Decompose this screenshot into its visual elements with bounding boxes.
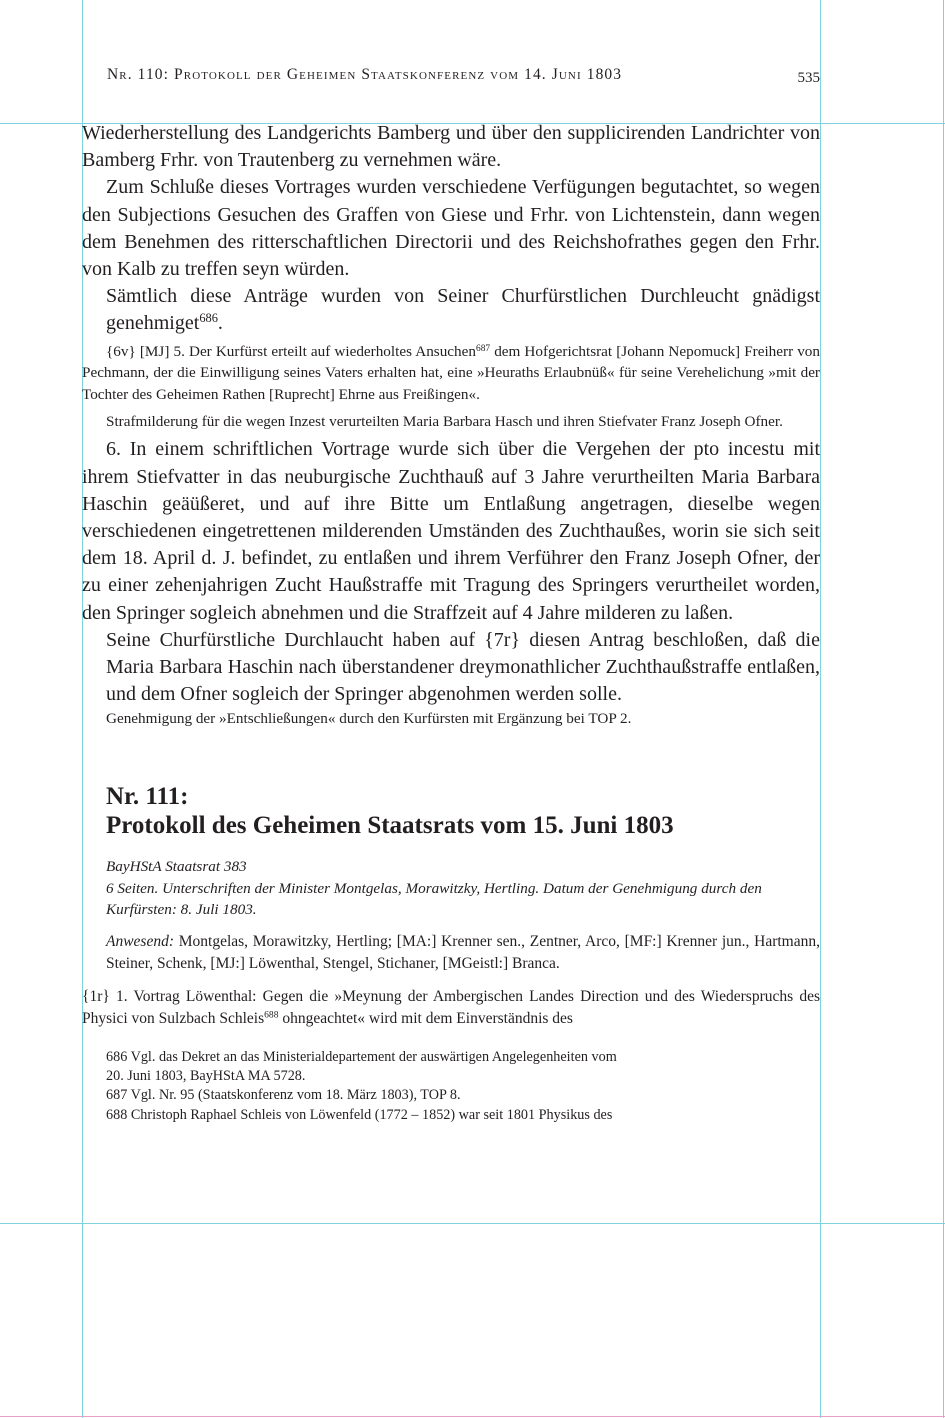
document-title: Protokoll des Geheimen Staatsrats vom 15. Juni 1803 [106, 812, 674, 840]
resolution-1-end: . [217, 312, 223, 335]
attendance-list: Montgelas, Morawitzky, Hertling; [MA:] Krenner sen., Zentner, Arco, [MF:] Krenner jun., Hartmann, Steiner, Schenk, [MJ:] Löwenthal, Stengel, Stichaner, [MGeistl:] Branca. [106, 932, 820, 972]
paragraph-top-1-a: {1r} 1. Vortrag Löwenthal: Gegen die »Meynung der Ambergischen Landes Direction und des Wiederspruchs des Physici von Sulzbach Schleis [82, 987, 820, 1027]
footnote-688: 688 Christoph Raphael Schleis von Löwenfeld (1772 – 1852) war seit 1801 Physikus des [106, 1106, 613, 1123]
page-body [82, 120, 820, 1125]
resolution-1-text: Sämtlich diese Anträge wurden von Seiner Churfürstlichen Durchleucht gnädigst genehmiget [106, 285, 820, 335]
page-edge-bottom [0, 1416, 945, 1417]
footnote-687: 687 Vgl. Nr. 95 (Staatskonferenz vom 18. März 1803), TOP 8. [106, 1087, 461, 1104]
footnote-ref-688[interactable]: 688 [264, 1009, 279, 1021]
running-head: Nr. 110: Protokoll der Geheimen Staatskonferenz vom 14. Juni 1803 [107, 66, 623, 83]
document-number: Nr. 111: [106, 783, 189, 811]
footnote-ref-687[interactable]: 687 [475, 343, 491, 354]
right-margin-guide [820, 0, 821, 1418]
paragraph-1: Wiederherstellung des Landgerichts Bamberg und über den supplicirenden Landrichter von Bamberg Frhr. von Trautenberg zu vernehmen wäre. [82, 122, 820, 172]
page-edge-right [943, 0, 944, 1418]
footnotes [82, 1048, 622, 1126]
document-description: 6 Seiten. Unterschriften der Minister Montgelas, Morawitzky, Hertling. Datum der Genehmigung durch den Kurfürsten: 8. Juli 1803. [106, 879, 762, 919]
summary-top-5-b: dem Hofgerichtsrat [Johann Nepomuck] Freiherr von Pechmann, der die Einwilligung seines Vaters erhalten hat, eine »Heuraths Erlaubnüß« für seine Verehelichung »mit der Tochter des Geheimen Rathen [Ruprecht] Ehrne aus Freißingen«. [82, 342, 820, 404]
footnote-686: 686 Vgl. das Dekret an das Ministerialdepartement der auswärtigen Angelegenheiten vom 20. Juni 1803, BayHStA MA 5728. [106, 1048, 617, 1085]
document-heading [106, 782, 820, 840]
paragraph-top-1-b: ohngeachtet« wird mit dem Einverständnis des [278, 1009, 573, 1027]
footnote-ref-686[interactable]: 686 [199, 311, 218, 326]
page-number: 535 [797, 70, 820, 86]
approval-note: Genehmigung der »Entschließungen« durch den Kurfürsten mit Ergänzung bei TOP 2. [106, 710, 632, 728]
source-reference: BayHStA Staatsrat 383 [106, 858, 247, 876]
paragraph-top-6: 6. In einem schriftlichen Vortrage wurde sich über die Vergehen der pto incestu mit ihrem Stiefvatter in das neuburgische Zuchthauß auf 3 Jahre verurtheilten Maria Barbara Haschin geäüßeret, und auf ihre Bitte um Entlaßung angetragen, dieselbe wegen verschiedenen eingetrettenen milderenden Umständen des Zuchthaußes, worin sie sich seit dem 18. April d. J. befindet, zu entlaßen und ihrem Verführer den Franz Joseph Ofner, der zu einer zehenjahrigen Zucht Haußstraffe mit Tragung des Springers verurtheilet worden, den Springer sogleich abnehmen und die Straffzeit auf 4 Jahre milderen zu laßen. [82, 438, 820, 624]
summary-top-6: Strafmilderung für die wegen Inzest verurteilten Maria Barbara Hasch und ihren Stiefvater Franz Joseph Ofner. [106, 412, 783, 430]
summary-top-5 [82, 341, 820, 406]
resolution-2: Seine Churfürstliche Durchlaucht haben auf {7r} diesen Antrag beschloßen, daß die Maria Barbara Haschin nach überstandener dreymonathlicher Zuchthaußstraffe entlaßen, und dem Ofner sogleich der Springer abgenohmen werden solle. [106, 628, 820, 706]
resolution-1 [106, 283, 820, 337]
summary-top-5-a: {6v} [MJ] 5. Der Kurfürst erteilt auf wiederholtes Ansuchen [106, 342, 476, 360]
bottom-margin-guide [0, 1223, 945, 1224]
paragraph-top-1 [82, 986, 820, 1030]
attendance [106, 931, 820, 975]
attendance-label: Anwesend: [106, 932, 175, 950]
paragraph-2: Zum Schluße dieses Vortrages wurden verschiedene Verfügungen begutachtet, so wegen den Subjections Gesuchen des Graffen von Giese und Frhr. von Lichtenstein, dann wegen dem Benehmen des ritterschaftlichen Directorii und des Reichshofrathes gegen den Frhr. von Kalb zu treffen seyn würden. [82, 176, 820, 281]
